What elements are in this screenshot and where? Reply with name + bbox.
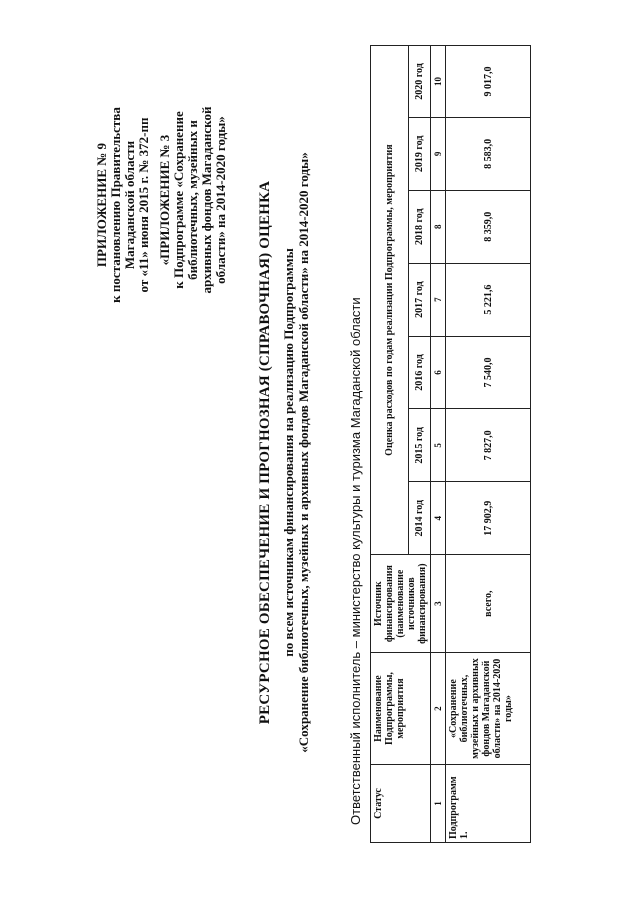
annex2-line: к Подпрограмме «Сохранение <box>171 111 186 289</box>
annex-line: Магаданской области <box>122 140 137 270</box>
annex-line: к постановлению Правительства <box>108 107 123 303</box>
annex2-line: области» на 2014-2020 годы» <box>213 116 228 284</box>
column-number: 1 <box>431 765 446 843</box>
header-year: 2018 год <box>409 190 431 263</box>
header-year: 2020 год <box>409 46 431 118</box>
column-number: 6 <box>431 336 446 409</box>
annex2-line: архивных фондов Магаданской <box>199 106 214 294</box>
header-year: 2019 год <box>409 117 431 190</box>
cell-value: 7 827,0 <box>446 409 531 482</box>
funding-table <box>370 45 531 843</box>
cell-source: всего, <box>446 555 531 653</box>
document-title: РЕСУРСНОЕ ОБЕСПЕЧЕНИЕ И ПРОГНОЗНАЯ (СПРАВОЧНАЯ) ОЦЕНКА <box>257 180 273 725</box>
header-year: 2016 год <box>409 336 431 409</box>
cell-value: 7 540,0 <box>446 336 531 409</box>
column-number: 9 <box>431 117 446 190</box>
responsible-executor: Ответственный исполнитель – министерство культуры и туризма Магаданской области <box>348 297 363 825</box>
annex2-line: библиотечных, музейных и <box>185 120 200 280</box>
header-source: Источник финансирования (наименование источников финансирования) <box>371 555 431 653</box>
cell-status: Подпрограмм 1. <box>446 765 531 843</box>
annex-header <box>95 55 151 355</box>
column-number: 5 <box>431 409 446 482</box>
cell-value: 9 017,0 <box>446 46 531 118</box>
annex2-title: «ПРИЛОЖЕНИЕ № 3 <box>157 134 172 266</box>
header-estimate: Оценка расходов по годам реализации Подпрограммы, мероприятия <box>371 46 409 555</box>
header-year: 2015 год <box>409 409 431 482</box>
document-subtitle-program: «Сохранение библиотечных, музейных и архивных фондов Магаданской области» на 2014-2020 годы» <box>296 152 311 753</box>
cell-value: 8 359,0 <box>446 190 531 263</box>
column-number: 7 <box>431 263 446 336</box>
annex2-header <box>158 55 228 345</box>
cell-value: 5 221,6 <box>446 263 531 336</box>
cell-value: 17 902,9 <box>446 482 531 555</box>
column-number: 3 <box>431 555 446 653</box>
cell-value: 8 583,0 <box>446 117 531 190</box>
cell-name: «Сохранение библиотечных, музейных и архивных фондов Магаданской области» на 2014-2020 годы» <box>446 653 531 765</box>
table-row <box>446 46 531 843</box>
header-year: 2014 год <box>409 482 431 555</box>
header-year: 2017 год <box>409 263 431 336</box>
column-number: 2 <box>431 653 446 765</box>
document-subtitle: по всем источникам финансирования на реализацию Подпрограммы <box>281 248 296 657</box>
header-name: Наименование Подпрограммы, мероприятия <box>371 653 431 765</box>
annex-date: от «11» июня 2015 г. № 372-пп <box>136 117 151 293</box>
annex-title: ПРИЛОЖЕНИЕ № 9 <box>94 142 109 268</box>
header-status: Статус <box>371 765 431 843</box>
column-number: 10 <box>431 46 446 118</box>
column-number: 8 <box>431 190 446 263</box>
column-number: 4 <box>431 482 446 555</box>
